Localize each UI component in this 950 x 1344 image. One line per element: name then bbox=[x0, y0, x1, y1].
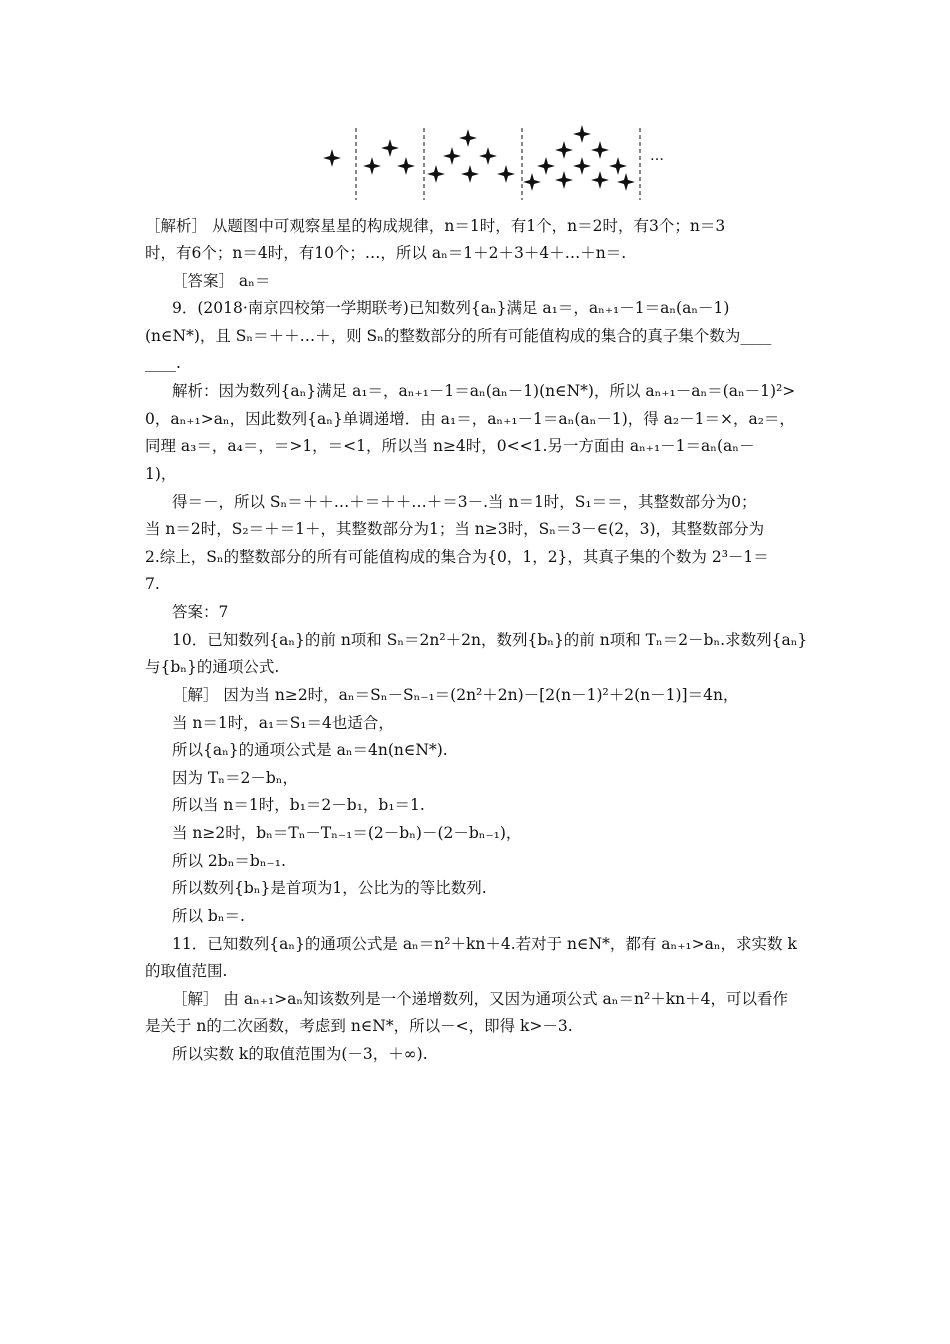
text-line: 9．(2018·南京四校第一学期联考)已知数列{aₙ}满足 a₁＝，aₙ₊₁－1＝aₙ(aₙ－1) bbox=[172, 299, 730, 317]
text-line: 时，有6个；n＝4时，有10个；…，所以 aₙ＝1＋2＋3＋4＋…＋n＝. bbox=[145, 244, 627, 262]
star-group-3 bbox=[427, 129, 515, 183]
text-line: 所以 2bₙ＝bₙ₋₁. bbox=[172, 852, 286, 870]
text-line: 1)， bbox=[145, 465, 177, 483]
figure-ellipsis: … bbox=[650, 148, 664, 164]
text-line: ［解］ 因为当 n≥2时，aₙ＝Sₙ－Sₙ₋₁＝(2n²＋2n)－[2(n－1)²＋2(n－1)]＝4n， bbox=[172, 686, 739, 704]
star-pattern-figure bbox=[318, 122, 668, 202]
star-group-1 bbox=[323, 149, 341, 167]
star-group-2 bbox=[363, 139, 415, 175]
text-line: 所以实数 k的取值范围为(－3，＋∞). bbox=[172, 1045, 428, 1063]
text-line: 因为 Tₙ＝2－bₙ， bbox=[172, 769, 298, 787]
text-line: 当 n＝2时，S₂＝＋＝1＋，其整数部分为1；当 n≥3时，Sₙ＝3－∈(2，3)，其整数部分为 bbox=[145, 520, 765, 538]
text-line: ［解析］ 从题图中可观察星星的构成规律，n＝1时，有1个，n＝2时，有3个；n＝3 bbox=[145, 217, 726, 235]
text-line: 答案：7 bbox=[172, 603, 229, 621]
star-group-4 bbox=[523, 125, 635, 191]
text-line: 同理 a₃＝，a₄＝，＝>1，＝<1，所以当 n≥4时，0<<1.另一方面由 aₙ₊₁－1＝aₙ(aₙ－ bbox=[145, 437, 755, 455]
text-line: 当 n≥2时，bₙ＝Tₙ－Tₙ₋₁＝(2－bₙ)－(2－bₙ₋₁)， bbox=[172, 824, 522, 842]
text-line: ［答案］ aₙ＝ bbox=[172, 272, 271, 290]
text-line: 所以当 n＝1时，b₁＝2－b₁，b₁＝1. bbox=[172, 796, 425, 814]
text-line: 所以数列{bₙ}是首项为1，公比为的等比数列. bbox=[172, 879, 487, 897]
text-line: 0，aₙ₊₁>aₙ，因此数列{aₙ}单调递增．由 a₁＝，aₙ₊₁－1＝aₙ(aₙ－1)，得 a₂－1＝×，a₂＝， bbox=[145, 410, 795, 428]
text-line: 当 n＝1时，a₁＝S₁＝4也适合， bbox=[172, 714, 394, 732]
text-line: 所以{aₙ}的通项公式是 aₙ＝4n(n∈N*). bbox=[172, 741, 448, 759]
text-line: (n∈N*)，且 Sₙ＝＋＋…＋，则 Sₙ的整数部分的所有可能值构成的集合的真子集个数为____ bbox=[145, 327, 772, 345]
text-line: ____. bbox=[145, 354, 181, 372]
text-line: 10．已知数列{aₙ}的前 n项和 Sₙ＝2n²＋2n，数列{bₙ}的前 n项和 Tₙ＝2－bₙ.求数列{aₙ} bbox=[172, 631, 808, 649]
text-line: 的取值范围. bbox=[145, 962, 228, 980]
text-line: 解析：因为数列{aₙ}满足 a₁＝，aₙ₊₁－1＝aₙ(aₙ－1)(n∈N*)，所以 aₙ₊₁－aₙ＝(aₙ－1)²> bbox=[172, 382, 796, 400]
text-line: 得＝－，所以 Sₙ＝＋＋…＋＝＋＋…＋＝3－.当 n＝1时，S₁＝＝，其整数部分为0； bbox=[172, 493, 757, 511]
text-line: 是关于 n的二次函数，考虑到 n∈N*，所以－<，即得 k>－3. bbox=[145, 1017, 573, 1035]
text-line: 7. bbox=[145, 575, 160, 593]
text-line: ［解］ 由 aₙ₊₁>aₙ知该数列是一个递增数列，又因为通项公式 aₙ＝n²＋kn＋4，可以看作 bbox=[172, 990, 788, 1008]
text-line: 与{bₙ}的通项公式. bbox=[145, 658, 280, 676]
text-line: 2.综上，Sₙ的整数部分的所有可能值构成的集合为{0，1，2}，其真子集的个数为 2³－1＝ bbox=[145, 548, 769, 566]
text-line: 所以 bₙ＝. bbox=[172, 907, 245, 925]
text-line: 11．已知数列{aₙ}的通项公式是 aₙ＝n²＋kn＋4.若对于 n∈N*，都有 aₙ₊₁>aₙ，求实数 k bbox=[172, 935, 797, 953]
